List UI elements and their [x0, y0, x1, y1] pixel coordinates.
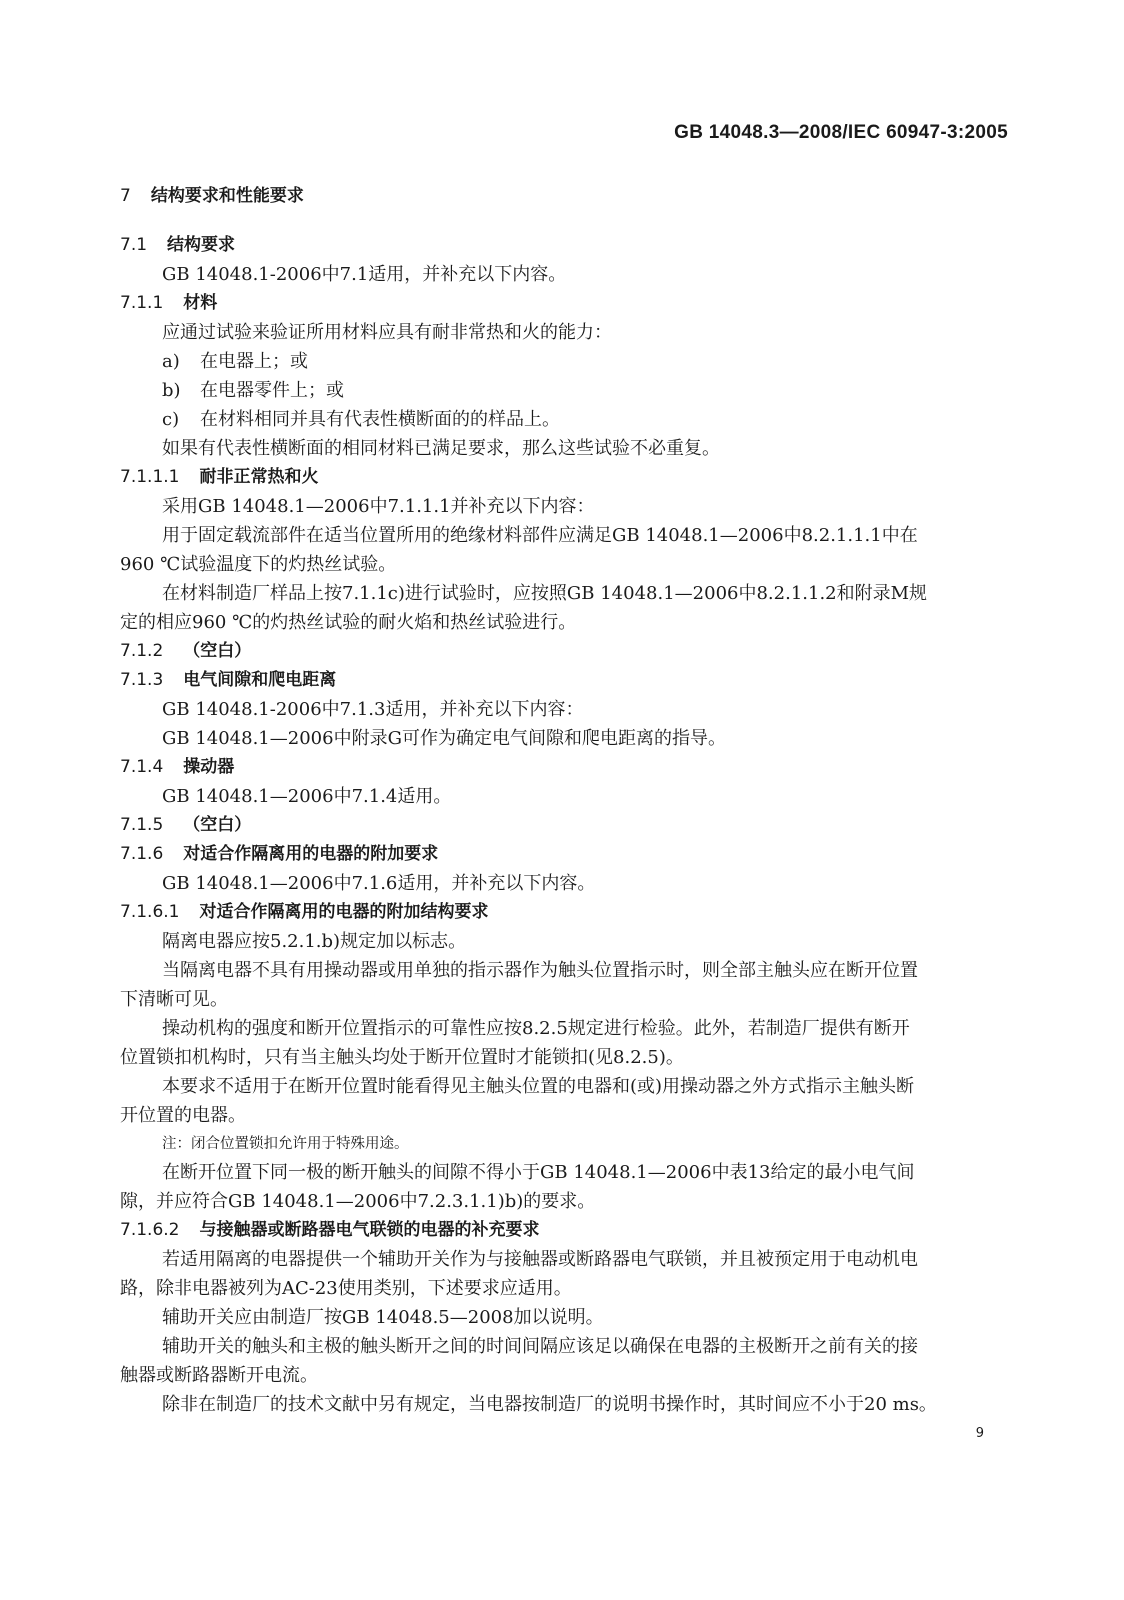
paragraph-continued: 触器或断路器断开电流。 [120, 1365, 318, 1386]
paragraph: 隔离电器应按5.2.1.b)规定加以标志。 [162, 931, 467, 952]
paragraph: 应通过试验来验证所用材料应具有耐非常热和火的能力： [162, 322, 612, 343]
paragraph: 如果有代表性横断面的相同材料已满足要求，那么这些试验不必重复。 [162, 438, 720, 459]
list-item: b) 在电器零件上；或 [162, 380, 344, 401]
paragraph: 采用GB 14048.1—2006中7.1.1.1并补充以下内容： [162, 496, 595, 517]
section-heading: 7.1.6.1 对适合作隔离用的电器的附加结构要求 [120, 902, 489, 922]
paragraph: 在断开位置下同一极的断开触头的间隙不得小于GB 14048.1—2006中表13给定的最小电气间 [162, 1162, 915, 1183]
section-heading: 7.1.5 （空白） [120, 815, 252, 835]
section-heading: 7.1.3 电气间隙和爬电距离 [120, 670, 337, 690]
page-header [674, 122, 1008, 144]
section-heading: 7.1.2 （空白） [120, 641, 252, 661]
paragraph: GB 14048.1—2006中附录G可作为确定电气间隙和爬电距离的指导。 [162, 728, 726, 749]
paragraph: 当隔离电器不具有用操动器或用单独的指示器作为触头位置指示时，则全部主触头应在断开位置 [162, 960, 918, 981]
paragraph: GB 14048.1-2006中7.1.3适用，并补充以下内容： [162, 699, 584, 720]
paragraph: 操动机构的强度和断开位置指示的可靠性应按8.2.5规定进行检验。此外，若制造厂提供有断开 [162, 1018, 910, 1039]
paragraph: 在材料制造厂样品上按7.1.1c)进行试验时，应按照GB 14048.1—2006中8.2.1.1.2和附录M规 [162, 583, 928, 604]
list-item: a) 在电器上；或 [162, 351, 308, 372]
paragraph-continued: 定的相应960 ℃的灼热丝试验的耐火焰和热丝试验进行。 [120, 612, 577, 633]
paragraph: 辅助开关的触头和主极的触头断开之间的时间间隔应该足以确保在电器的主极断开之前有关的接 [162, 1336, 918, 1357]
section-heading: 7.1.4 操动器 [120, 757, 235, 777]
paragraph-continued: 下清晰可见。 [120, 989, 228, 1010]
page-number: 9 [975, 1426, 984, 1441]
paragraph: 本要求不适用于在断开位置时能看得见主触头位置的电器和(或)用操动器之外方式指示主触头断 [162, 1076, 915, 1097]
paragraph-continued: 位置锁扣机构时，只有当主触头均处于断开位置时才能锁扣(见8.2.5)。 [120, 1047, 684, 1068]
paragraph: GB 14048.1-2006中7.1适用，并补充以下内容。 [162, 264, 567, 285]
paragraph: GB 14048.1—2006中7.1.4适用。 [162, 786, 452, 807]
section-heading: 7.1.6.2 与接触器或断路器电气联锁的电器的补充要求 [120, 1220, 540, 1240]
paragraph-continued: 隙，并应符合GB 14048.1—2006中7.2.3.1.1)b)的要求。 [120, 1191, 596, 1212]
document-body [120, 182, 1005, 1419]
paragraph-continued: 960 ℃试验温度下的灼热丝试验。 [120, 554, 397, 575]
paragraph: 除非在制造厂的技术文献中另有规定，当电器按制造厂的说明书操作时，其时间应不小于20 ms。 [162, 1394, 937, 1415]
list-item: c) 在材料相同并具有代表性横断面的的样品上。 [162, 409, 560, 430]
paragraph: 辅助开关应由制造厂按GB 14048.5—2008加以说明。 [162, 1307, 604, 1328]
section-heading: 7.1.6 对适合作隔离用的电器的附加要求 [120, 844, 439, 864]
paragraph-continued: 开位置的电器。 [120, 1105, 246, 1126]
section-heading: 7 结构要求和性能要求 [120, 186, 304, 206]
section-heading: 7.1 结构要求 [120, 235, 236, 255]
section-heading: 7.1.1 材料 [120, 293, 218, 313]
paragraph-continued: 路，除非电器被列为AC-23使用类别，下述要求应适用。 [120, 1278, 572, 1299]
note: 注：闭合位置锁扣允许用于特殊用途。 [162, 1136, 409, 1152]
standard-code: GB 14048.3—2008/IEC 60947-3:2005 [674, 122, 1008, 143]
paragraph: 若适用隔离的电器提供一个辅助开关作为与接触器或断路器电气联锁，并且被预定用于电动机电 [162, 1249, 918, 1270]
paragraph: 用于固定载流部件在适当位置所用的绝缘材料部件应满足GB 14048.1—2006中8.2.1.1.1中在 [162, 525, 918, 546]
paragraph: GB 14048.1—2006中7.1.6适用，并补充以下内容。 [162, 873, 596, 894]
section-heading: 7.1.1.1 耐非正常热和火 [120, 467, 319, 487]
